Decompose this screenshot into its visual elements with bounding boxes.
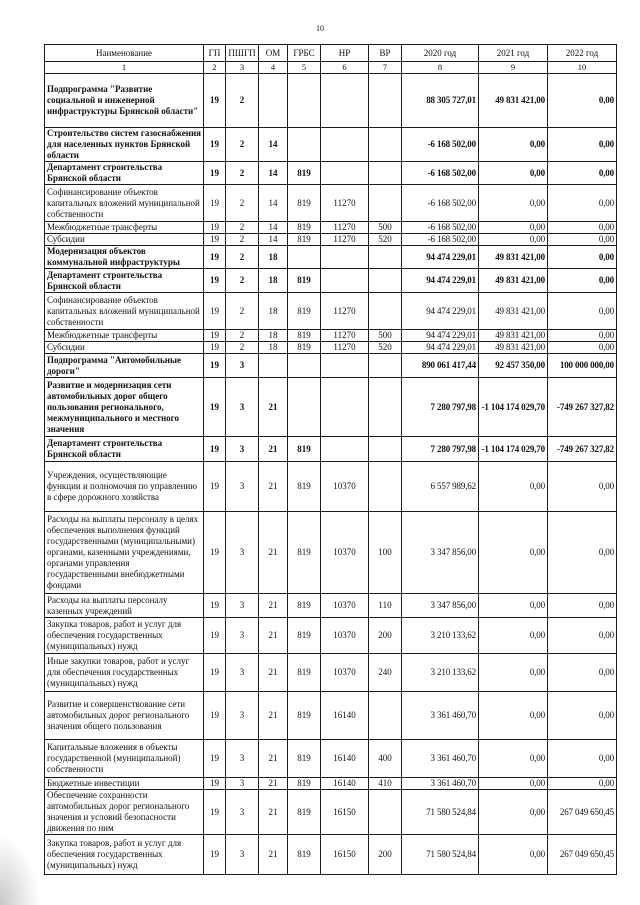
row-name-cell: Закупка товаров, работ и услуг для обеспечения государственных (муниципальных) нужд — [45, 835, 204, 875]
nr-code-cell — [321, 128, 369, 162]
column-number: 9 — [479, 62, 548, 74]
amount-2020-cell: -6 168 502,00 — [402, 185, 479, 222]
amount-2020-cell: 7 280 797,98 — [402, 437, 479, 462]
vr-code-cell: 200 — [369, 618, 402, 654]
table-row — [45, 835, 617, 875]
grbs-code-cell — [288, 128, 321, 162]
amount-2020-cell: 7 280 797,98 — [402, 378, 479, 437]
amount-2021-cell: 49 831 421,00 — [479, 342, 548, 354]
row-name-cell: Расходы на выплаты персоналу в целях обеспечения выполнения функций государственными (муниципальными) органами, казенными учреждениями, органами управления государственными внебюджетными фондами — [45, 512, 204, 594]
amount-2020-cell: 3 347 856,00 — [402, 594, 479, 618]
gp-code-cell: 19 — [204, 293, 226, 330]
header-vr: ВР — [369, 45, 402, 62]
grbs-code-cell: 819 — [288, 835, 321, 875]
nr-code-cell: 16150 — [321, 835, 369, 875]
nr-code-cell: 16140 — [321, 778, 369, 790]
table-row — [45, 234, 617, 246]
row-name-cell: Субсидии — [45, 342, 204, 354]
om-code-cell: 21 — [259, 594, 288, 618]
table-row — [45, 185, 617, 222]
om-code-cell: 14 — [259, 162, 288, 185]
amount-2021-cell: 0,00 — [479, 222, 548, 234]
gp-code-cell: 19 — [204, 740, 226, 778]
amount-2021-cell: 0,00 — [479, 234, 548, 246]
column-number: 8 — [402, 62, 479, 74]
table-row — [45, 654, 617, 692]
pgp-code-cell: 3 — [226, 778, 259, 790]
column-number: 2 — [204, 62, 226, 74]
amount-2022-cell: 0,00 — [548, 185, 617, 222]
column-number: 5 — [288, 62, 321, 74]
pgp-code-cell: 3 — [226, 740, 259, 778]
grbs-code-cell: 819 — [288, 234, 321, 246]
amount-2021-cell: 49 831 421,00 — [479, 330, 548, 342]
amount-2020-cell: -6 168 502,00 — [402, 234, 479, 246]
amount-2020-cell: 3 210 133,62 — [402, 618, 479, 654]
vr-code-cell: 500 — [369, 330, 402, 342]
amount-2020-cell: 3 361 460,70 — [402, 740, 479, 778]
header-2020: 2020 год — [402, 45, 479, 62]
grbs-code-cell: 819 — [288, 330, 321, 342]
vr-code-cell — [369, 74, 402, 128]
vr-code-cell: 240 — [369, 654, 402, 692]
row-name-cell: Департамент строительства Брянской области — [45, 437, 204, 462]
amount-2022-cell: 0,00 — [548, 234, 617, 246]
pgp-code-cell: 3 — [226, 692, 259, 740]
vr-code-cell: 500 — [369, 222, 402, 234]
nr-code-cell — [321, 74, 369, 128]
nr-code-cell: 11270 — [321, 330, 369, 342]
amount-2021-cell: 49 831 421,00 — [479, 246, 548, 269]
pgp-code-cell: 3 — [226, 354, 259, 378]
om-code-cell: 21 — [259, 437, 288, 462]
gp-code-cell: 19 — [204, 128, 226, 162]
pgp-code-cell: 2 — [226, 128, 259, 162]
amount-2021-cell: 0,00 — [479, 692, 548, 740]
om-code-cell: 18 — [259, 330, 288, 342]
om-code-cell: 14 — [259, 185, 288, 222]
row-name-cell: Учреждения, осуществляющие функции и полномочия по управлению в сфере дорожного хозяйства — [45, 462, 204, 512]
vr-code-cell — [369, 162, 402, 185]
grbs-code-cell: 819 — [288, 618, 321, 654]
gp-code-cell: 19 — [204, 222, 226, 234]
gp-code-cell: 19 — [204, 246, 226, 269]
nr-code-cell: 11270 — [321, 293, 369, 330]
row-name-cell: Межбюджетные трансферты — [45, 330, 204, 342]
grbs-code-cell: 819 — [288, 222, 321, 234]
amount-2020-cell: 6 557 989,62 — [402, 462, 479, 512]
amount-2020-cell: 3 210 133,62 — [402, 654, 479, 692]
amount-2022-cell: -749 267 327,82 — [548, 437, 617, 462]
gp-code-cell: 19 — [204, 330, 226, 342]
amount-2021-cell: 0,00 — [479, 594, 548, 618]
amount-2021-cell: 49 831 421,00 — [479, 269, 548, 293]
pgp-code-cell: 2 — [226, 342, 259, 354]
amount-2022-cell: 0,00 — [548, 692, 617, 740]
table-row — [45, 378, 617, 437]
om-code-cell: 21 — [259, 512, 288, 594]
amount-2021-cell: 0,00 — [479, 790, 548, 835]
nr-code-cell: 16140 — [321, 692, 369, 740]
pgp-code-cell: 3 — [226, 654, 259, 692]
vr-code-cell — [369, 437, 402, 462]
nr-code-cell: 11270 — [321, 185, 369, 222]
amount-2022-cell: 0,00 — [548, 74, 617, 128]
om-code-cell: 21 — [259, 462, 288, 512]
row-name-cell: Расходы на выплаты персоналу казенных учреждений — [45, 594, 204, 618]
amount-2022-cell: 0,00 — [548, 618, 617, 654]
table-row — [45, 342, 617, 354]
nr-code-cell: 11270 — [321, 342, 369, 354]
nr-code-cell: 10370 — [321, 594, 369, 618]
vr-code-cell: 520 — [369, 234, 402, 246]
amount-2022-cell: 0,00 — [548, 512, 617, 594]
column-number: 1 — [45, 62, 204, 74]
column-number: 10 — [548, 62, 617, 74]
pgp-code-cell: 2 — [226, 293, 259, 330]
header-om: ОМ — [259, 45, 288, 62]
gp-code-cell: 19 — [204, 778, 226, 790]
om-code-cell: 21 — [259, 618, 288, 654]
nr-code-cell: 16140 — [321, 740, 369, 778]
row-name-cell: Строительство систем газоснабжения для населенных пунктов Брянской области — [45, 128, 204, 162]
pgp-code-cell: 3 — [226, 512, 259, 594]
pgp-code-cell: 2 — [226, 330, 259, 342]
amount-2022-cell: 267 049 650,45 — [548, 790, 617, 835]
row-name-cell: Бюджетные инвестиции — [45, 778, 204, 790]
amount-2022-cell: 100 000 000,00 — [548, 354, 617, 378]
table-row — [45, 740, 617, 778]
amount-2022-cell: 0,00 — [548, 654, 617, 692]
pgp-code-cell: 3 — [226, 462, 259, 512]
vr-code-cell: 410 — [369, 778, 402, 790]
row-name-cell: Закупка товаров, работ и услуг для обеспечения государственных (муниципальных) нужд — [45, 618, 204, 654]
table-row — [45, 778, 617, 790]
om-code-cell — [259, 354, 288, 378]
om-code-cell: 21 — [259, 740, 288, 778]
amount-2022-cell: 0,00 — [548, 330, 617, 342]
gp-code-cell: 19 — [204, 594, 226, 618]
table-row — [45, 512, 617, 594]
row-name-cell: Капитальные вложения в объекты государственной (муниципальной) собственности — [45, 740, 204, 778]
nr-code-cell: 10370 — [321, 462, 369, 512]
pgp-code-cell: 2 — [226, 162, 259, 185]
grbs-code-cell — [288, 378, 321, 437]
table-row — [45, 354, 617, 378]
header-pgp: ПШГП — [226, 45, 259, 62]
table-row — [45, 437, 617, 462]
amount-2020-cell: 94 474 229,01 — [402, 293, 479, 330]
gp-code-cell: 19 — [204, 692, 226, 740]
table-row — [45, 692, 617, 740]
row-name-cell: Департамент строительства Брянской области — [45, 269, 204, 293]
amount-2022-cell: 0,00 — [548, 462, 617, 512]
table-row — [45, 74, 617, 128]
grbs-code-cell: 819 — [288, 778, 321, 790]
pgp-code-cell: 3 — [226, 437, 259, 462]
row-name-cell: Департамент строительства Брянской области — [45, 162, 204, 185]
pgp-code-cell: 3 — [226, 594, 259, 618]
vr-code-cell — [369, 246, 402, 269]
header-gp: ГП — [204, 45, 226, 62]
amount-2020-cell: 890 061 417,44 — [402, 354, 479, 378]
header-2021: 2021 год — [479, 45, 548, 62]
amount-2020-cell: -6 168 502,00 — [402, 222, 479, 234]
table-row — [45, 222, 617, 234]
amount-2020-cell: 94 474 229,01 — [402, 269, 479, 293]
row-name-cell: Обеспечение сохранности автомобильных дорог регионального значения и условий безопасности движения по ним — [45, 790, 204, 835]
table-row — [45, 330, 617, 342]
table-row — [45, 594, 617, 618]
table-row — [45, 790, 617, 835]
column-number: 4 — [259, 62, 288, 74]
amount-2020-cell: 71 580 524,84 — [402, 790, 479, 835]
gp-code-cell: 19 — [204, 185, 226, 222]
amount-2020-cell: 71 580 524,84 — [402, 835, 479, 875]
om-code-cell: 18 — [259, 269, 288, 293]
grbs-code-cell: 819 — [288, 654, 321, 692]
table-row — [45, 462, 617, 512]
pgp-code-cell: 2 — [226, 74, 259, 128]
row-name-cell: Межбюджетные трансферты — [45, 222, 204, 234]
grbs-code-cell: 819 — [288, 594, 321, 618]
vr-code-cell: 110 — [369, 594, 402, 618]
grbs-code-cell: 819 — [288, 162, 321, 185]
amount-2021-cell: 0,00 — [479, 618, 548, 654]
table-row — [45, 128, 617, 162]
amount-2021-cell: 0,00 — [479, 654, 548, 692]
amount-2020-cell: 88 305 727,01 — [402, 74, 479, 128]
pgp-code-cell: 3 — [226, 618, 259, 654]
om-code-cell: 14 — [259, 222, 288, 234]
amount-2020-cell: -6 168 502,00 — [402, 128, 479, 162]
vr-code-cell: 200 — [369, 835, 402, 875]
om-code-cell: 18 — [259, 246, 288, 269]
vr-code-cell — [369, 790, 402, 835]
table-row — [45, 293, 617, 330]
header-nr: НР — [321, 45, 369, 62]
nr-code-cell — [321, 162, 369, 185]
pgp-code-cell: 2 — [226, 185, 259, 222]
grbs-code-cell: 819 — [288, 437, 321, 462]
amount-2022-cell: 0,00 — [548, 222, 617, 234]
pgp-code-cell: 3 — [226, 835, 259, 875]
gp-code-cell: 19 — [204, 790, 226, 835]
pgp-code-cell: 2 — [226, 246, 259, 269]
amount-2021-cell: 0,00 — [479, 740, 548, 778]
amount-2022-cell: 0,00 — [548, 293, 617, 330]
amount-2021-cell: 0,00 — [479, 835, 548, 875]
amount-2020-cell: 94 474 229,01 — [402, 342, 479, 354]
vr-code-cell — [369, 128, 402, 162]
nr-code-cell — [321, 354, 369, 378]
om-code-cell: 14 — [259, 128, 288, 162]
pgp-code-cell: 2 — [226, 234, 259, 246]
amount-2020-cell: 3 361 460,70 — [402, 778, 479, 790]
gp-code-cell: 19 — [204, 162, 226, 185]
header-row — [45, 45, 617, 62]
pgp-code-cell: 3 — [226, 790, 259, 835]
gp-code-cell: 19 — [204, 269, 226, 293]
vr-code-cell — [369, 185, 402, 222]
column-number: 6 — [321, 62, 369, 74]
pgp-code-cell: 2 — [226, 269, 259, 293]
om-code-cell: 21 — [259, 654, 288, 692]
row-name-cell: Иные закупки товаров, работ и услуг для обеспечения государственных (муниципальных) нужд — [45, 654, 204, 692]
vr-code-cell: 520 — [369, 342, 402, 354]
gp-code-cell: 19 — [204, 378, 226, 437]
gp-code-cell: 19 — [204, 342, 226, 354]
row-name-cell: Подпрограмма "Автомобильные дороги" — [45, 354, 204, 378]
vr-code-cell — [369, 354, 402, 378]
amount-2020-cell: 94 474 229,01 — [402, 246, 479, 269]
nr-code-cell — [321, 269, 369, 293]
amount-2020-cell: 94 474 229,01 — [402, 330, 479, 342]
gp-code-cell: 19 — [204, 462, 226, 512]
amount-2021-cell: 0,00 — [479, 512, 548, 594]
nr-code-cell: 11270 — [321, 234, 369, 246]
nr-code-cell — [321, 437, 369, 462]
scan-edge-shadow — [0, 835, 40, 905]
gp-code-cell: 19 — [204, 234, 226, 246]
amount-2021-cell: 0,00 — [479, 128, 548, 162]
vr-code-cell: 400 — [369, 740, 402, 778]
grbs-code-cell — [288, 354, 321, 378]
table-row — [45, 162, 617, 185]
om-code-cell: 18 — [259, 342, 288, 354]
amount-2022-cell: 0,00 — [548, 594, 617, 618]
header-2022: 2022 год — [548, 45, 617, 62]
gp-code-cell: 19 — [204, 654, 226, 692]
budget-table — [44, 44, 617, 875]
amount-2021-cell: 0,00 — [479, 778, 548, 790]
row-name-cell: Подпрограмма "Развитие социальной и инженерной инфраструктуры Брянской области" — [45, 74, 204, 128]
amount-2022-cell: 0,00 — [548, 246, 617, 269]
grbs-code-cell — [288, 246, 321, 269]
om-code-cell: 21 — [259, 378, 288, 437]
row-name-cell: Развитие и совершенствование сети автомобильных дорог регионального значения общего пользования — [45, 692, 204, 740]
table-row — [45, 246, 617, 269]
gp-code-cell: 19 — [204, 618, 226, 654]
amount-2021-cell: 92 457 350,00 — [479, 354, 548, 378]
grbs-code-cell: 819 — [288, 462, 321, 512]
amount-2022-cell: 0,00 — [548, 128, 617, 162]
vr-code-cell: 100 — [369, 512, 402, 594]
column-number: 7 — [369, 62, 402, 74]
row-name-cell: Развитие и модернизация сети автомобильных дорог общего пользования регионального, межмуниципального и местного значения — [45, 378, 204, 437]
row-name-cell: Модернизация объектов коммунальной инфраструктуры — [45, 246, 204, 269]
amount-2022-cell: 0,00 — [548, 342, 617, 354]
vr-code-cell — [369, 378, 402, 437]
amount-2021-cell: -1 104 174 029,70 — [479, 437, 548, 462]
row-name-cell: Софинансирование объектов капитальных вложений муниципальной собственности — [45, 185, 204, 222]
gp-code-cell: 19 — [204, 74, 226, 128]
nr-code-cell: 10370 — [321, 512, 369, 594]
vr-code-cell — [369, 462, 402, 512]
gp-code-cell: 19 — [204, 437, 226, 462]
grbs-code-cell: 819 — [288, 512, 321, 594]
table-body — [45, 74, 617, 875]
nr-code-cell — [321, 246, 369, 269]
amount-2022-cell: 267 049 650,45 — [548, 835, 617, 875]
nr-code-cell — [321, 378, 369, 437]
row-name-cell: Субсидии — [45, 234, 204, 246]
amount-2021-cell: 49 831 421,00 — [479, 293, 548, 330]
page-number: 10 — [316, 24, 324, 33]
table-row — [45, 269, 617, 293]
amount-2022-cell: -749 267 327,82 — [548, 378, 617, 437]
om-code-cell: 21 — [259, 790, 288, 835]
column-number: 3 — [226, 62, 259, 74]
grbs-code-cell: 819 — [288, 790, 321, 835]
grbs-code-cell: 819 — [288, 740, 321, 778]
grbs-code-cell: 819 — [288, 692, 321, 740]
om-code-cell: 21 — [259, 778, 288, 790]
header-name: Наименование — [45, 45, 204, 62]
column-number-row — [45, 62, 617, 74]
grbs-code-cell: 819 — [288, 269, 321, 293]
vr-code-cell — [369, 269, 402, 293]
amount-2020-cell: -6 168 502,00 — [402, 162, 479, 185]
row-name-cell: Софинансирование объектов капитальных вложений муниципальной собственности — [45, 293, 204, 330]
amount-2020-cell: 3 347 856,00 — [402, 512, 479, 594]
amount-2022-cell: 0,00 — [548, 740, 617, 778]
amount-2021-cell: -1 104 174 029,70 — [479, 378, 548, 437]
om-code-cell: 21 — [259, 835, 288, 875]
om-code-cell — [259, 74, 288, 128]
pgp-code-cell: 2 — [226, 222, 259, 234]
grbs-code-cell — [288, 74, 321, 128]
nr-code-cell: 10370 — [321, 654, 369, 692]
table-row — [45, 618, 617, 654]
amount-2022-cell: 0,00 — [548, 162, 617, 185]
vr-code-cell — [369, 293, 402, 330]
grbs-code-cell: 819 — [288, 185, 321, 222]
amount-2021-cell: 0,00 — [479, 185, 548, 222]
amount-2022-cell: 0,00 — [548, 778, 617, 790]
header-grbs: ГРБС — [288, 45, 321, 62]
grbs-code-cell: 819 — [288, 342, 321, 354]
amount-2022-cell: 0,00 — [548, 269, 617, 293]
amount-2021-cell: 0,00 — [479, 162, 548, 185]
om-code-cell: 21 — [259, 692, 288, 740]
nr-code-cell: 16150 — [321, 790, 369, 835]
grbs-code-cell: 819 — [288, 293, 321, 330]
nr-code-cell: 11270 — [321, 222, 369, 234]
gp-code-cell: 19 — [204, 512, 226, 594]
nr-code-cell: 10370 — [321, 618, 369, 654]
pgp-code-cell: 3 — [226, 378, 259, 437]
gp-code-cell: 19 — [204, 835, 226, 875]
om-code-cell: 18 — [259, 293, 288, 330]
gp-code-cell: 19 — [204, 354, 226, 378]
om-code-cell: 14 — [259, 234, 288, 246]
amount-2021-cell: 49 831 421,00 — [479, 74, 548, 128]
amount-2020-cell: 3 361 460,70 — [402, 692, 479, 740]
amount-2021-cell: 0,00 — [479, 462, 548, 512]
vr-code-cell — [369, 692, 402, 740]
